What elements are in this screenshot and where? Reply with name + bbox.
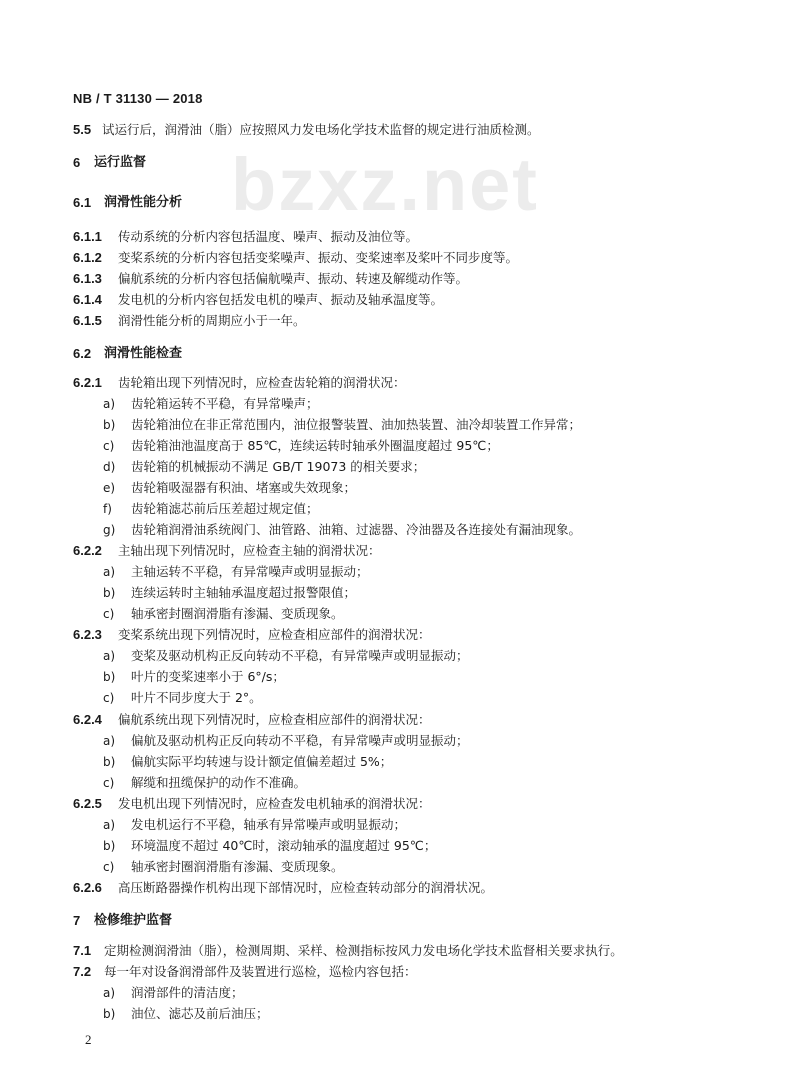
document-page: NB / T 31130 — 2018 bzxz.net 5.5 试运行后，润滑油（脂）应按照风力发电场化学技术监督的规定进行油质检测。 6 运行监督 6.1 润滑性能分析 6.1.1 传动系统的分析内容包括温度、噪声、振动及油位等。 6.1.2 变桨系统的分析内容包括变桨噪声、振动、变桨速率及桨叶不同步度等。 6.1.3 偏航系统的分析内容包括偏航噪声、振动、转速及解缆动作等。 6.1.4 发电机的分析内容包括发电机的噪声、振动及轴承温度等。 6.1.5 润滑性能分析的周期应小于一年。 6.2 润滑性能检查 6.2.1 齿轮箱出现下列情况时，应检查齿轮箱的润滑状况： a) 齿轮箱运转不平稳，有异常噪声； b) 齿轮箱油位在非正常范围内，油位报警装置、油加热装置、油冷却装置工作异常； c) 齿轮箱油池温度高于 85℃，连续运转时轴承外圈温度超过 95℃； d) 齿轮箱的机械振动不满足 GB/T 19073 的相关要求； e) 齿轮箱吸湿器有积油、堵塞或失效现象； f) 齿轮箱滤芯前后压差超过规定值； g) 齿轮箱润滑油系统阀门、油管路、油箱、过滤器、冷油器及各连接处有漏油现象。 6.2.2 主轴出现下列情况时，应检查主轴的润滑状况： a) 主轴运转不平稳，有异常噪声或明显振动； b) 连续运转时主轴轴承温度超过报警限值； c) 轴承密封圈润滑脂有渗漏、变质现象。 6.2.3 变桨系统出现下列情况时，应检查相应部件的润滑状况： a) 变桨及驱动机构正反向转动不平稳，有异常噪声或明显振动； b) 叶片的变桨速率小于 6°/s； c) 叶片不同步度大于 2°。 6.2.4 偏航系统出现下列情况时，应检查相应部件的润滑状况： a) 偏航及驱动机构正反向转动不平稳，有异常噪声或明显振动； b) 偏航实际平均转速与设计额定值偏差超过 5%； c) 解缆和扭缆保护的动作不准确。 6.2.5 发电机出现下列情况时，应检查发电机轴承的润滑状况： a) 发电机运行不平稳，轴承有异常噪声或明显振动； b) 环境温度不超过 40℃时，滚动轴承的温度超过 95℃； c) 轴承密封圈润滑脂有渗漏、变质现象。 6.2.6 高压断路器操作机构出现下部情况时，应检查转动部分的润滑状况。 7 检修维护监督 7.1 定期检测润滑油（脂），检测周期、采样、检测指标按风力发电场化学技术监督相关要求执行。 7.2 每一年对设备润滑部件及装置进行巡检，巡检内容包括： a) 润滑部件的清洁度； b) 油位、滤芯及前后油压； 2 [73,91,623,1047]
watermark: bzxz.net [231,143,539,226]
standard-header: NB / T 31130 — 2018 [73,91,203,106]
page-number: 2 [85,1032,92,1047]
